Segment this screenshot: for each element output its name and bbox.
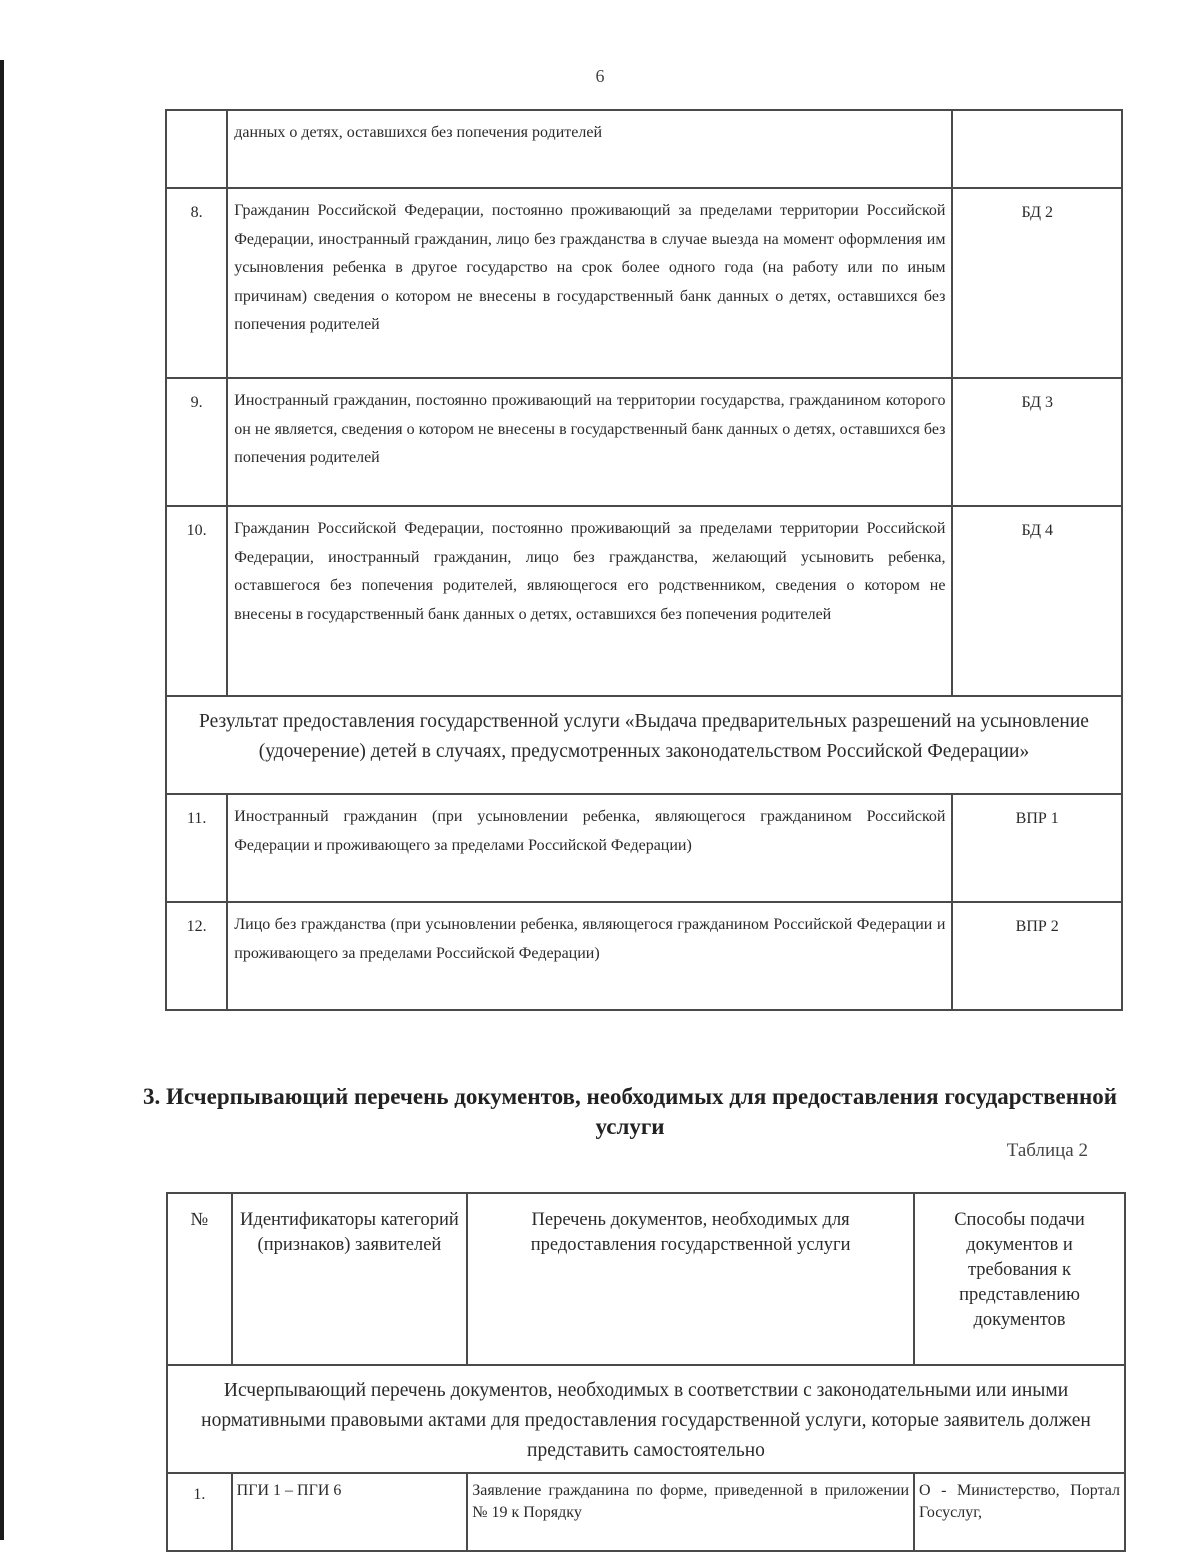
row-category-code: ВПР 1 bbox=[952, 794, 1122, 902]
row-number: 11. bbox=[166, 794, 227, 902]
section-3-title: 3. Исчерпывающий перечень документов, необходимых для предоставления государственной услуги bbox=[143, 1084, 1117, 1139]
table-row bbox=[166, 506, 1122, 696]
row-category-code: БД 3 bbox=[952, 378, 1122, 506]
result-heading: Результат предоставления государственной услуги «Выдача предварительных разрешений на усыновление (удочерение) детей в случаях, предусмотренных законодательством Российской Федерации» bbox=[166, 696, 1122, 794]
row-category-code bbox=[952, 110, 1122, 188]
table-2-label: Таблица 2 bbox=[1006, 1140, 1088, 1161]
page-number: 6 bbox=[595, 66, 605, 86]
documents-table-body bbox=[167, 1193, 1125, 1551]
header-submission-methods: Способы подачи документов и требования к представлению документов bbox=[914, 1193, 1125, 1365]
row-number: 10. bbox=[166, 506, 227, 696]
applicants-table-continued bbox=[165, 109, 1123, 1011]
row-category-code: ВПР 2 bbox=[952, 902, 1122, 1010]
table-row bbox=[166, 794, 1122, 902]
row-number: 1. bbox=[167, 1473, 232, 1551]
table-row bbox=[166, 378, 1122, 506]
row-applicant-description: Иностранный гражданин, постоянно проживающий на территории государства, гражданином которого он не является, сведения о котором не внесены в государственный банк данных о детях, оставшихся без попечения родителей bbox=[227, 378, 952, 506]
row-applicant-description: данных о детях, оставшихся без попечения родителей bbox=[227, 110, 952, 188]
row-applicant-ids: ПГИ 1 – ПГИ 6 bbox=[232, 1473, 468, 1551]
applicants-table-body bbox=[166, 110, 1122, 1010]
row-number: 9. bbox=[166, 378, 227, 506]
header-documents-list: Перечень документов, необходимых для предоставления государственной услуги bbox=[467, 1193, 914, 1365]
scan-left-edge bbox=[0, 60, 4, 1540]
documents-table-header bbox=[167, 1193, 1125, 1365]
row-applicant-description: Гражданин Российской Федерации, постоянно проживающий за пределами территории Российской Федерации, иностранный гражданин, лицо без гражданства, желающий усыновить ребенка, оставшегося без попечения родителей, являющегося его родственником, сведения о котором не внесены в государственный банк данных о детях, оставшихся без попечения родителей bbox=[227, 506, 952, 696]
result-heading-row bbox=[166, 696, 1122, 794]
row-documents: Заявление гражданина по форме, приведенной в приложении № 19 к Порядку bbox=[467, 1473, 914, 1551]
table-row bbox=[166, 188, 1122, 378]
row-applicant-description: Гражданин Российской Федерации, постоянно проживающий за пределами территории Российской Федерации, иностранный гражданин, лицо без гражданства в случае выезда на момент оформления им усыновления ребенка в другое государство на срок более одного года (на работу или по иным причинам) сведения о котором не внесены в государственный банк данных о детях, оставшихся без попечения родителей bbox=[227, 188, 952, 378]
row-applicant-description: Лицо без гражданства (при усыновлении ребенка, являющегося гражданином Российской Федерации и проживающего за пределами Российской Федерации) bbox=[227, 902, 952, 1010]
table-row bbox=[166, 902, 1122, 1010]
documents-table bbox=[166, 1192, 1126, 1552]
row-applicant-description: Иностранный гражданин (при усыновлении ребенка, являющегося гражданином Российской Федерации и проживающего за пределами Российской Федерации) bbox=[227, 794, 952, 902]
row-submission-methods: О - Министерство, Портал Госуслуг, bbox=[914, 1473, 1125, 1551]
documents-subheading-row bbox=[167, 1365, 1125, 1473]
header-applicant-ids: Идентификаторы категорий (признаков) заявителей bbox=[232, 1193, 468, 1365]
row-number bbox=[166, 110, 227, 188]
row-category-code: БД 2 bbox=[952, 188, 1122, 378]
table-row bbox=[167, 1473, 1125, 1551]
row-number: 12. bbox=[166, 902, 227, 1010]
table-row bbox=[166, 110, 1122, 188]
header-number: № bbox=[167, 1193, 232, 1365]
row-number: 8. bbox=[166, 188, 227, 378]
documents-subheading: Исчерпывающий перечень документов, необходимых в соответствии с законодательными или иными нормативными правовыми актами для предоставления государственной услуги, которые заявитель должен представить самостоятельно bbox=[167, 1365, 1125, 1473]
row-category-code: БД 4 bbox=[952, 506, 1122, 696]
